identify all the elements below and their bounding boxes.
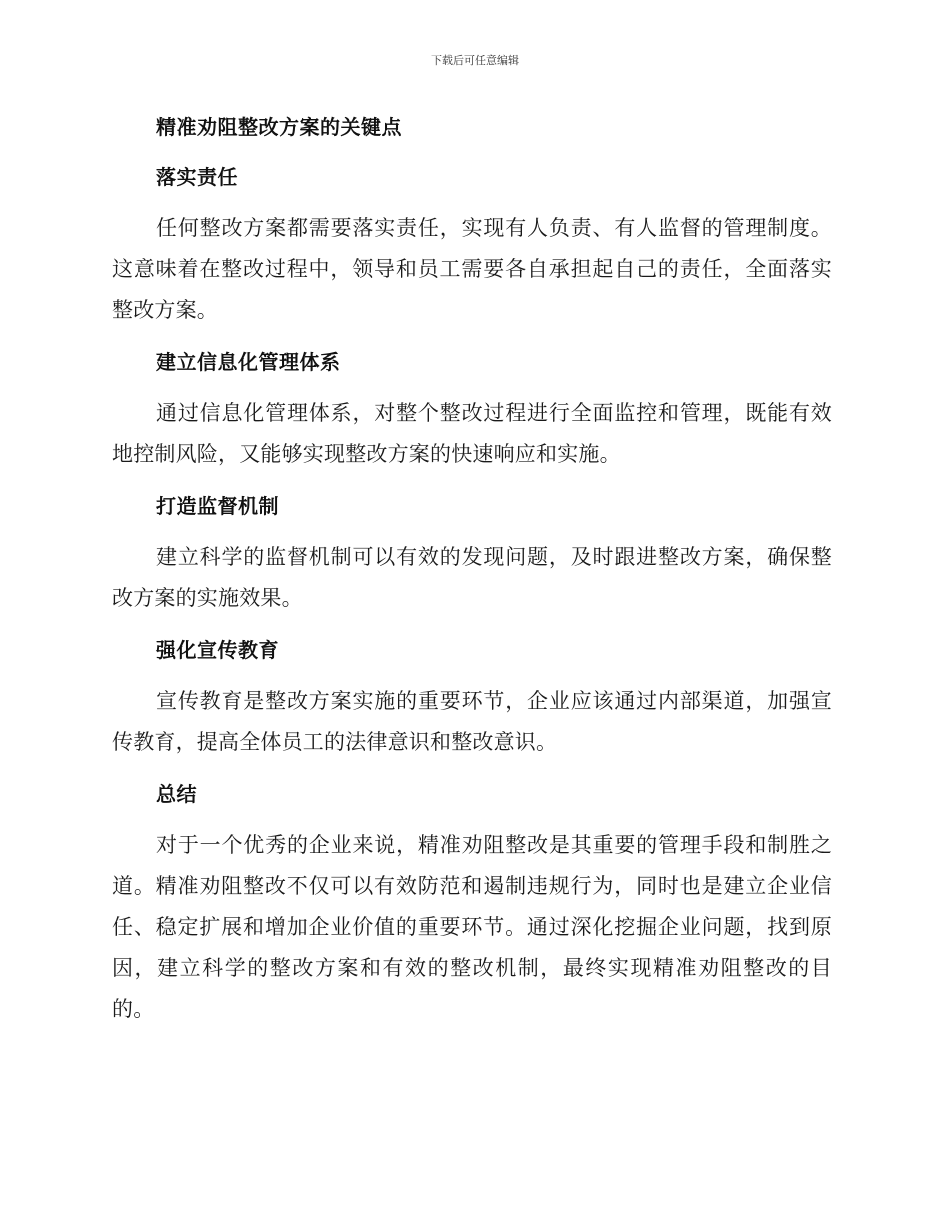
section-heading: 建立信息化管理体系 bbox=[156, 350, 341, 374]
section-heading: 落实责任 bbox=[156, 165, 238, 189]
section-paragraph: 建立科学的监督机制可以有效的发现问题，及时跟进整改方案，确保整改方案的实施效果。 bbox=[112, 545, 832, 610]
section-paragraph: 宣传教育是整改方案实施的重要环节，企业应该通过内部渠道，加强宣传教育，提高全体员工的法律意识和整改意识。 bbox=[112, 689, 832, 754]
section-heading: 强化宣传教育 bbox=[156, 638, 279, 662]
section-heading: 总结 bbox=[156, 782, 197, 806]
section-paragraph: 通过信息化管理体系，对整个整改过程进行全面监控和管理，既能有效地控制风险，又能够实现整改方案的快速响应和实施。 bbox=[112, 401, 832, 466]
document-body bbox=[112, 108, 832, 1042]
section-paragraph: 对于一个优秀的企业来说，精准劝阻整改是其重要的管理手段和制胜之道。精准劝阻整改不仅可以有效防范和遏制违规行为，同时也是建立企业信任、稳定扩展和增加企业价值的重要环节。通过深化挖掘企业问题，找到原因，建立科学的整改方案和有效的整改机制，最终实现精准劝阻整改的目的。 bbox=[112, 833, 832, 1021]
document-title: 精准劝阻整改方案的关键点 bbox=[156, 115, 402, 139]
page-header: 下载后可任意编辑 bbox=[431, 54, 519, 67]
section-paragraph: 任何整改方案都需要落实责任，实现有人负责、有人监督的管理制度。这意味着在整改过程中，领导和员工需要各自承担起自己的责任，全面落实整改方案。 bbox=[112, 216, 832, 322]
section-heading: 打造监督机制 bbox=[156, 494, 279, 518]
